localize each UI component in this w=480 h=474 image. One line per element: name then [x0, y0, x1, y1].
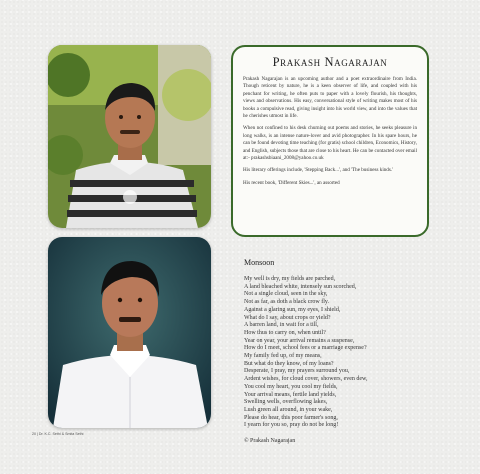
poem-line: Swelling wells, overflowing lakes,	[244, 399, 328, 406]
bio-paragraph: His recent book, 'Different Skies...', an assorted	[243, 179, 340, 186]
author-bio-box	[231, 45, 429, 237]
poem-line: How do I meet, school fees or a marriage expense?	[244, 345, 367, 352]
page-footer: 20 | Dr. K.C. Sethi & Smita Sethi	[32, 432, 84, 436]
poem-line: But what do they know, of my loans?	[244, 360, 334, 367]
poem-section	[244, 258, 444, 444]
poem-line: A land bleached white, intensely sun scorched,	[244, 283, 357, 290]
poem-line: Lush green all around, in your wake,	[244, 406, 333, 413]
bio-paragraph: His literary offerings include, 'Stepping Back...', and 'The business kinds.'	[243, 167, 393, 174]
poem-line: I yearn for you so, pray do not be long!	[244, 422, 339, 429]
poem-line: Not as far, as doth a black crow fly.	[244, 299, 330, 306]
poem-line: My family fed up, of my means,	[244, 353, 322, 360]
poem-lines	[244, 276, 444, 430]
poem-line: My well is dry, my fields are parched,	[244, 276, 336, 282]
poem-line: How thus to carry on, when until?	[244, 329, 326, 336]
bio-paragraph: When not confined to his desk churning out poems and stories, he seeks pleasure in long walks, is an intense nature-lover and avid photographer. In his spare hours, he can be found devoting time teaching (for gratis) school children, Economics, History, and English, subjects those that are close to his heart. He can be contacted over email at:- prakashsbiaani_2008@yahoo.co.uk	[243, 125, 417, 162]
portrait-photo-outdoor-icon	[48, 45, 211, 228]
poem-line: Your arrival means, fertile land yields,	[244, 391, 337, 398]
poem-line: Year on year, your arrival remains a suspense,	[244, 337, 355, 344]
author-photo-studio	[48, 237, 211, 428]
poem-line: Against a glaring sun, my eyes, I shield,	[244, 306, 341, 313]
poem-line: What do I say, about crops or yield?	[244, 314, 331, 321]
poem-line: Ardent wishes, for cloud cover, showers, even dew,	[244, 376, 368, 383]
poem-line: Please do hear, this poor farmer's song,	[244, 414, 338, 421]
portrait-photo-studio-icon	[48, 237, 211, 428]
bio-paragraph: Prakash Nagarajan is an upcoming author and a poet extraordinaire from India. Though reticent by nature, he is a keen observer of life, and coupled with his penchant for writing, he often puts to paper with a lovely flourish, his thoughts, views and observations. His easy, conversational style of writing makes most of his books a compulsive read, giving insight into his world view, and into the values that he cherishes utmost in life.	[243, 76, 417, 120]
author-name-title: Prakash Nagarajan	[272, 55, 388, 69]
poem-line: Not a single cloud, seen in the sky,	[244, 291, 328, 298]
author-photo-outdoor	[48, 45, 211, 228]
poem-line: You cool my heart, you cool my fields,	[244, 383, 338, 390]
poem-line: A barren land, in wait for a till,	[244, 322, 319, 329]
poem-line: Desperate, I pray, my prayers surround you,	[244, 368, 350, 375]
poem-copyright: © Prakash Nagarajan	[244, 438, 296, 445]
poem-title: Monsoon	[244, 258, 275, 267]
